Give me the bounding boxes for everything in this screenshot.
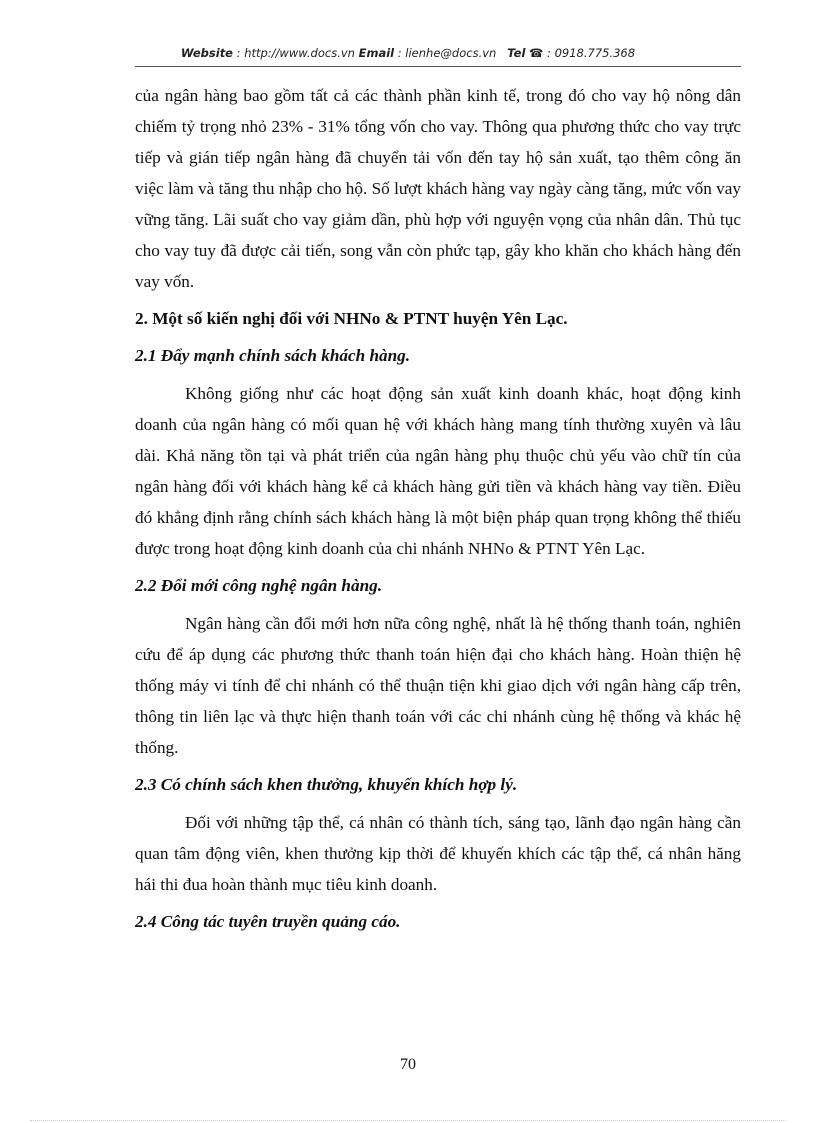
subsection-2-2-paragraph: Ngân hàng cần đổi mới hơn nữa công nghệ, nhất là hệ thống thanh toán, nghiên cứu để áp dụng các phương thức thanh toán hiện đại cho khách hàng. Hoàn thiện hệ thống máy vi tính để chi nhánh có thể thuận tiện khi giao dịch với ngân hàng cấp trên, thông tin liên lạc và thực hiện thanh toán với các chi nhánh cùng hệ thống và khác hệ thống. <box>135 614 741 757</box>
website-separator: : <box>233 46 245 60</box>
email-separator: : <box>394 46 406 60</box>
phone-icon: ☎ : <box>525 46 555 60</box>
subsection-2-1-paragraph: Không giống như các hoạt động sản xuất kinh doanh khác, hoạt động kinh doanh của ngân hàng có mối quan hệ với khách hàng mang tính thường xuyên và lâu dài. Khả năng tồn tại và phát triển của ngân hàng phụ thuộc chủ yếu vào chữ tín của ngân hàng đối với khách hàng kể cả khách hàng gửi tiền và khách hàng vay tiền. Điều đó khẳng định rằng chính sách khách hàng là một biện pháp quan trọng không thể thiếu được trong hoạt động kinh doanh của chi nhánh NHNo & PTNT Yên Lạc. <box>135 384 741 558</box>
website-label: Website <box>180 46 233 60</box>
tel-value: 0918.775.368 <box>554 46 636 60</box>
subsection-2-4-heading: 2.4 Công tác tuyên truyền quảng cáo. <box>135 912 401 931</box>
document-body <box>135 80 741 944</box>
website-link[interactable]: http://www.docs.vn <box>244 46 355 60</box>
email-label: Email <box>358 46 395 60</box>
page-number: 70 <box>400 1056 416 1073</box>
subsection-2-2-heading: 2.2 Đổi mới công nghệ ngân hàng. <box>135 576 383 595</box>
page-bottom-border <box>30 1120 786 1121</box>
section-2-heading: 2. Một số kiến nghị đối với NHNo & PTNT huyện Yên Lạc. <box>135 309 568 328</box>
subsection-2-3-paragraph: Đối với những tập thể, cá nhân có thành tích, sáng tạo, lãnh đạo ngân hàng cần quan tâm động viên, khen thưởng kịp thời để khuyến khích các tập thể, cá nhân hăng hái thi đua hoàn thành mục tiêu kinh doanh. <box>135 813 741 894</box>
email-link[interactable]: lienhe@docs.vn <box>405 46 497 60</box>
tel-label: Tel <box>507 46 526 60</box>
page-header <box>0 46 816 60</box>
subsection-2-3-heading: 2.3 Có chính sách khen thưởng, khuyến khích hợp lý. <box>135 775 518 794</box>
header-divider <box>135 66 741 67</box>
subsection-2-1-heading: 2.1 Đẩy mạnh chính sách khách hàng. <box>135 346 411 365</box>
paragraph-continued: của ngân hàng bao gồm tất cả các thành phần kinh tế, trong đó cho vay hộ nông dân chiếm tỷ trọng nhỏ 23% - 31% tổng vốn cho vay. Thông qua phương thức cho vay trực tiếp và gián tiếp ngân hàng đã chuyển tải vốn đến tay hộ sản xuất, tạo thêm công ăn việc làm và tăng thu nhập cho hộ. Số lượt khách hàng vay ngày càng tăng, mức vốn vay vững tăng. Lãi suất cho vay giảm dần, phù hợp với nguyện vọng của nhân dân. Thủ tục cho vay tuy đã được cải tiến, song vẫn còn phức tạp, gây kho khăn cho khách hàng đến vay vốn. <box>135 86 741 291</box>
